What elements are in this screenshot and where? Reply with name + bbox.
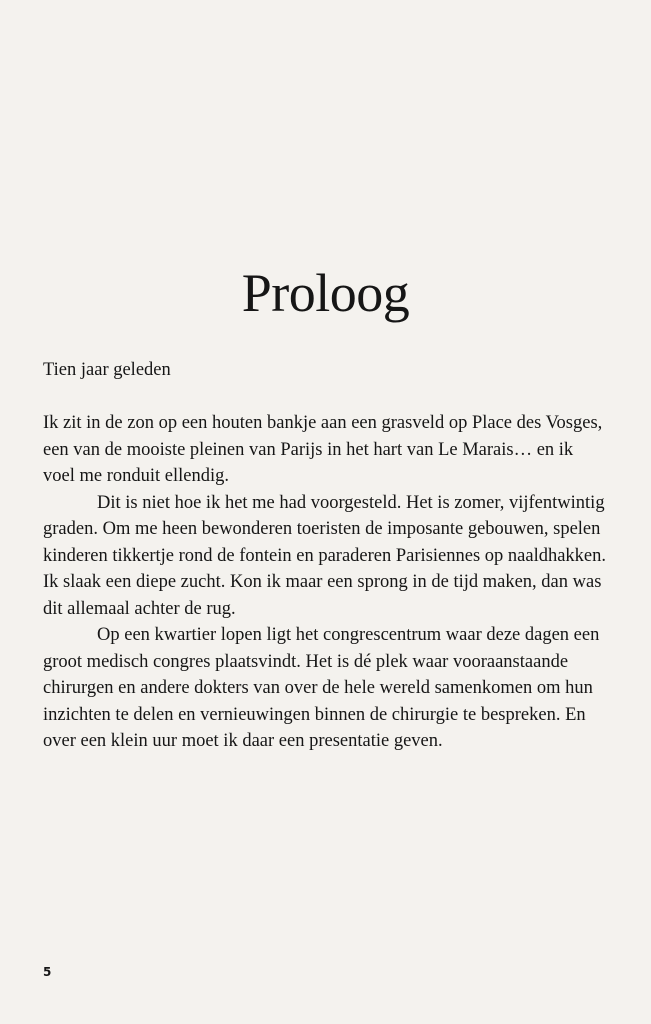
chapter-subheading: Tien jaar geleden xyxy=(43,360,171,380)
paragraph-1: Ik zit in de zon op een houten bankje aan een grasveld op Place des Vosges, een van de mooiste pleinen van Parijs in het hart van Le Marais… en ik voel me ronduit ellendig. xyxy=(43,413,603,486)
page-number: 5 xyxy=(43,965,52,979)
chapter-title: Proloog xyxy=(241,263,410,323)
paragraph-2: Dit is niet hoe ik het me had voorgesteld. Het is zomer, vijfentwintig graden. Om me heen bewonderen toeristen de imposante gebouwen, spelen kinderen tikkertje rond de fontein en paraderen Parisiennes op naaldhakken. Ik slaak een diepe zucht. Kon ik maar een sprong in de tijd maken, dan was dit allemaal achter de rug. xyxy=(43,492,607,619)
chapter-body xyxy=(43,410,608,755)
paragraph-3: Op een kwartier lopen ligt het congrescentrum waar deze dagen een groot medisch congres plaatsvindt. Het is dé plek waar vooraanstaande chirurgen en andere dokters van over de hele wereld samenkomen om hun inzichten te delen en vernieuwingen binnen de chirurgie te bespreken. En over een klein uur moet ik daar een presentatie geven. xyxy=(43,625,600,751)
